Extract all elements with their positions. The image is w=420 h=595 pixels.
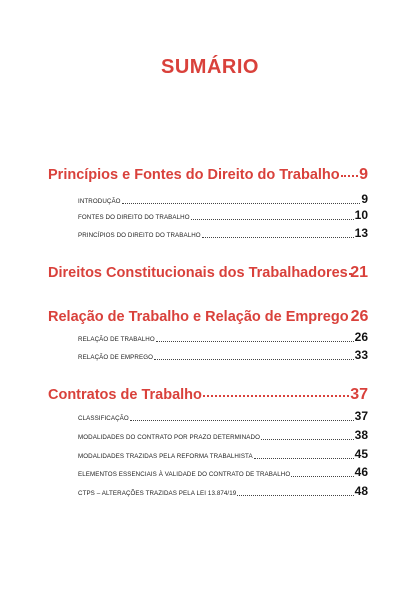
page-title: SUMÁRIO <box>161 56 259 78</box>
item-page: 38 <box>354 428 368 442</box>
item-page: 10 <box>354 208 368 222</box>
chapter-title: Princípios e Fontes do Direito do Trabalho <box>48 167 340 183</box>
item-page: 48 <box>354 484 368 498</box>
chapter-page: 37 <box>350 386 368 403</box>
leader-dots <box>254 458 354 459</box>
leader-dots <box>341 175 358 177</box>
item-label: MODALIDADES TRAZIDAS PELA REFORMA TRABALHISTA <box>78 453 253 460</box>
toc-item-introducao[interactable] <box>78 192 368 206</box>
chapter-title: Direitos Constitucionais dos Trabalhadores <box>48 265 348 281</box>
leader-dots <box>130 420 354 421</box>
toc-item-ctps[interactable] <box>78 484 368 498</box>
toc-item-elementos-essenciais[interactable] <box>78 465 368 479</box>
item-page: 37 <box>354 409 368 423</box>
chapter-page: 9 <box>359 166 368 183</box>
leader-dots <box>191 219 354 220</box>
item-page: 33 <box>354 348 368 362</box>
toc-chapter-contratos[interactable] <box>48 386 368 404</box>
toc-chapter-direitos[interactable] <box>48 264 368 282</box>
chapter-page: 26 <box>350 308 369 325</box>
toc-chapter-relacao[interactable] <box>48 308 368 326</box>
item-label: RELAÇÃO DE TRABALHO <box>78 336 155 343</box>
chapter-title: Relação de Trabalho e Relação de Emprego <box>48 309 349 325</box>
item-label: CLASSIFICAÇÃO <box>78 415 129 422</box>
toc-item-fontes[interactable] <box>78 208 368 222</box>
toc-chapter-principios[interactable] <box>48 166 368 184</box>
item-page: 26 <box>354 330 368 344</box>
item-page: 9 <box>361 192 368 206</box>
item-label: MODALIDADES DO CONTRATO POR PRAZO DETERMINADO <box>78 434 261 441</box>
leader-dots <box>203 395 349 397</box>
toc-item-classificacao[interactable] <box>78 409 368 423</box>
item-label: CTPS – ALTERAÇÕES TRAZIDAS PELA LEI 13.874/19 <box>78 490 237 497</box>
leader-dots <box>122 203 361 204</box>
toc-item-relacao-emprego[interactable] <box>78 348 368 362</box>
item-label: ELEMENTOS ESSENCIAIS À VALIDADE DO CONTRATO DE TRABALHO <box>78 471 291 478</box>
toc-item-prazo-determinado[interactable] <box>78 428 368 442</box>
item-label: FONTES DO DIREITO DO TRABALHO <box>78 214 190 221</box>
item-page: 46 <box>354 465 368 479</box>
leader-dots <box>156 341 354 342</box>
item-page: 45 <box>354 447 368 461</box>
toc-item-reforma-trabalhista[interactable] <box>78 447 368 461</box>
item-page: 13 <box>354 226 368 240</box>
chapter-title: Contratos de Trabalho <box>48 387 202 403</box>
item-label: RELAÇÃO DE EMPREGO <box>78 354 154 361</box>
item-label: INTRODUÇÃO <box>78 198 121 205</box>
leader-dots <box>261 439 354 440</box>
leader-dots <box>202 237 354 238</box>
leader-dots <box>154 359 354 360</box>
toc-item-relacao-trabalho[interactable] <box>78 330 368 344</box>
item-label: PRINCÍPIOS DO DIREITO DO TRABALHO <box>78 232 201 239</box>
chapter-page: 21 <box>350 264 368 281</box>
toc-item-principios[interactable] <box>78 226 368 240</box>
leader-dots <box>237 495 353 496</box>
leader-dots <box>291 476 353 477</box>
